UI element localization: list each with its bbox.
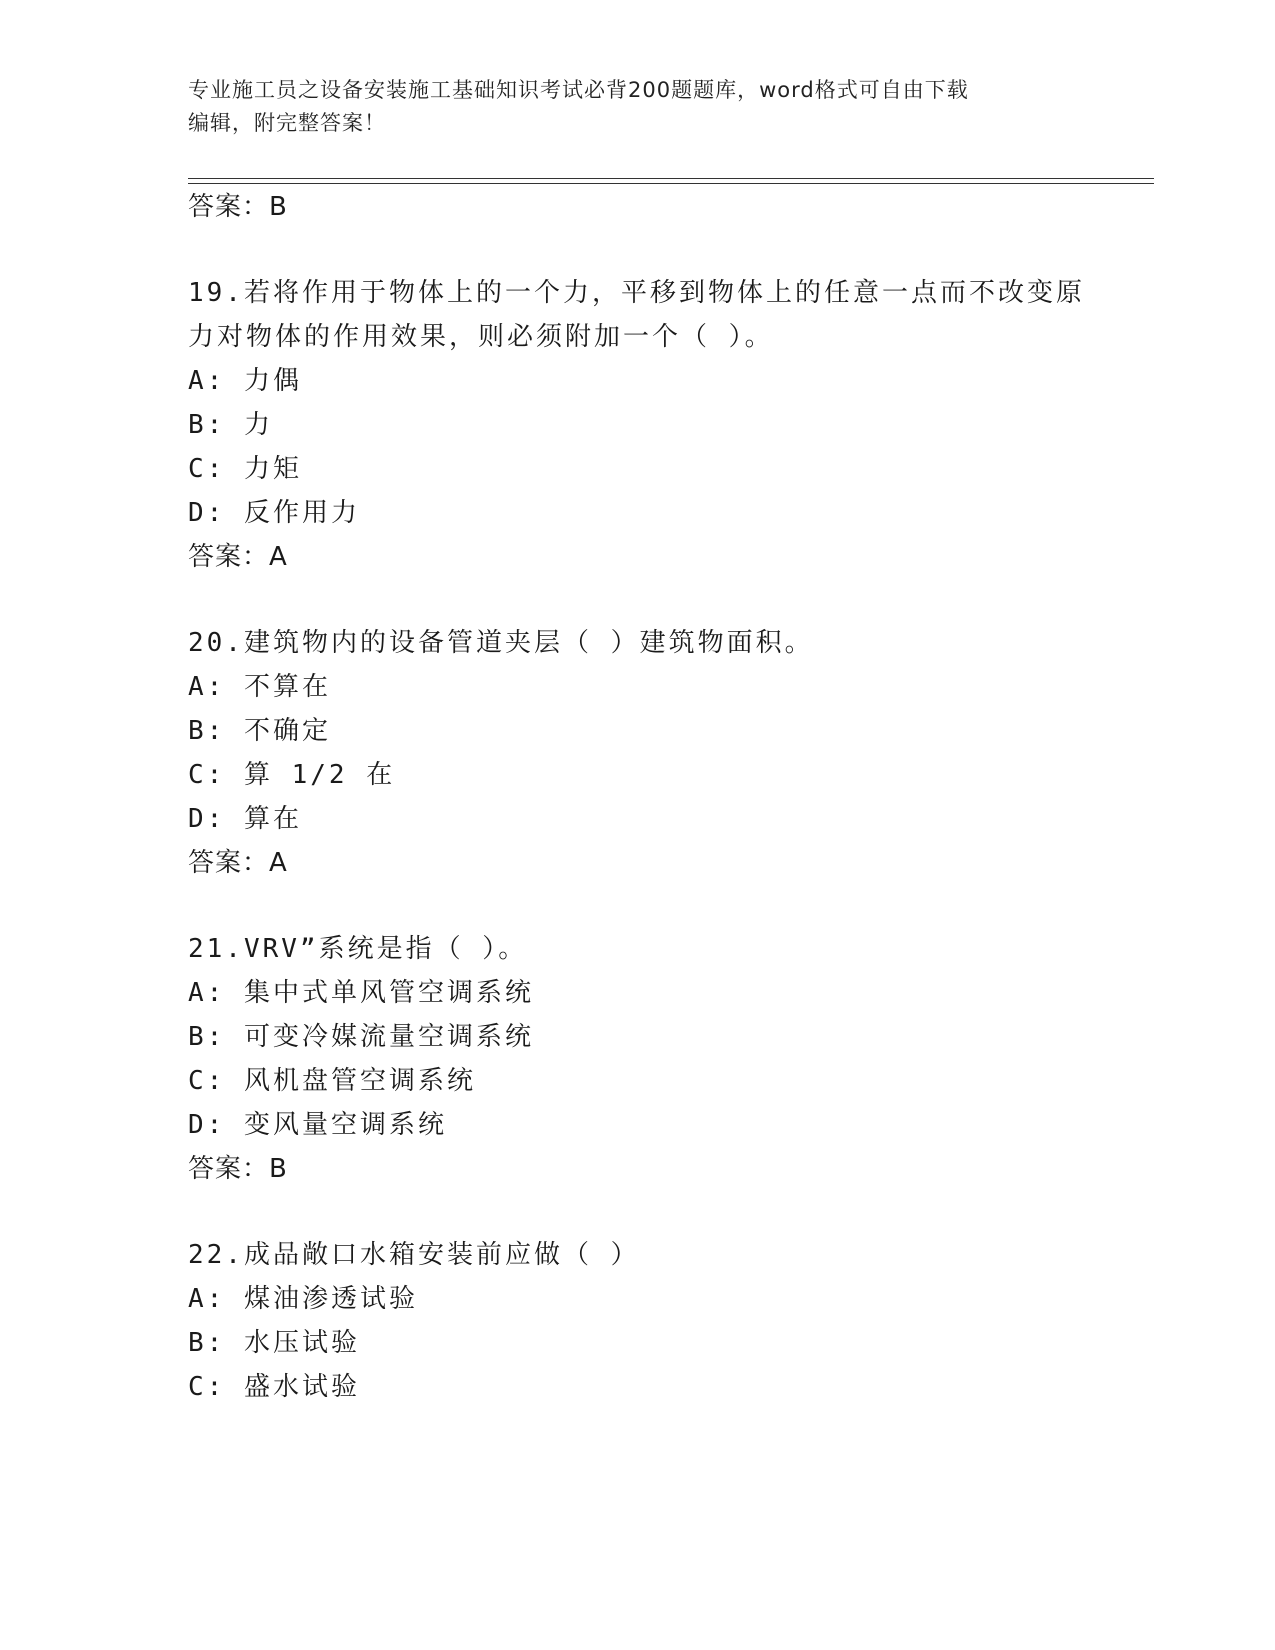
question-20-option-c: C: 算 1/2 在 — [188, 760, 396, 790]
header-line-1: 专业施工员之设备安装施工基础知识考试必背200题题库，word格式可自由下载 — [188, 78, 969, 102]
question-20-stem: 20.建筑物内的设备管道夹层（ ）建筑物面积。 — [188, 628, 814, 658]
header-line-2: 编辑，附完整答案！ — [188, 111, 386, 135]
question-19-option-d: D: 反作用力 — [188, 498, 360, 528]
question-21-option-d: D: 变风量空调系统 — [188, 1110, 447, 1140]
question-19-stem-line-2: 力对物体的作用效果，则必须附加一个（ ）。 — [188, 322, 774, 352]
question-21-option-c: C: 风机盘管空调系统 — [188, 1066, 476, 1096]
question-20-option-a: A: 不算在 — [188, 672, 331, 702]
question-22-option-a: A: 煤油渗透试验 — [188, 1284, 418, 1314]
question-19-option-b: B: 力 — [188, 410, 273, 440]
question-19-answer: 答案：A — [188, 542, 288, 572]
question-21-answer: 答案：B — [188, 1154, 288, 1184]
question-21-option-a: A: 集中式单风管空调系统 — [188, 978, 534, 1008]
question-22-option-b: B: 水压试验 — [188, 1328, 360, 1358]
question-20-answer: 答案：A — [188, 848, 288, 878]
question-19-stem-line-1: 19.若将作用于物体上的一个力，平移到物体上的任意一点而不改变原 — [188, 278, 1085, 308]
question-20-option-b: B: 不确定 — [188, 716, 331, 746]
header-rule-top — [188, 178, 1154, 179]
question-21-stem: 21.VRV”系统是指（ ）。 — [188, 934, 528, 964]
question-19-option-c: C: 力矩 — [188, 454, 302, 484]
question-20-option-d: D: 算在 — [188, 804, 302, 834]
question-22-option-c: C: 盛水试验 — [188, 1372, 360, 1402]
question-19-option-a: A: 力偶 — [188, 366, 302, 396]
document-header — [188, 74, 1088, 140]
answer-line: 答案：B — [188, 192, 288, 222]
header-rule-bottom — [188, 183, 1154, 184]
question-21-option-b: B: 可变冷媒流量空调系统 — [188, 1022, 534, 1052]
question-22-stem: 22.成品敞口水箱安装前应做（ ） — [188, 1240, 640, 1270]
